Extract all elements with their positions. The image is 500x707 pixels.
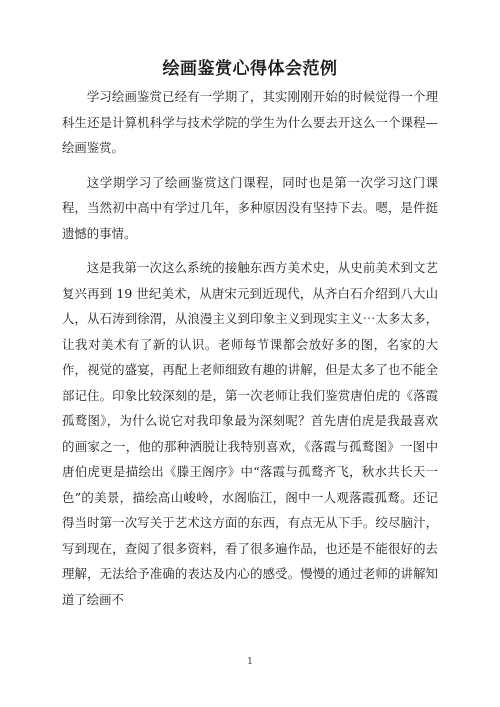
page-number: 1 bbox=[247, 657, 253, 667]
document-title: 绘画鉴赏心得体会范例 bbox=[162, 59, 338, 79]
paragraph-2: 这学期学习了绘画鉴赏这门课程，同时也是第一次学习这门课程，当然初中高中有学过几年，多种原因没有坚持下去。嗯，是件挺遗憾的事情。 bbox=[62, 174, 438, 241]
paragraph-3: 这是我第一次这么系统的接触东西方美术史，从史前美术到文艺复兴再到 19 世纪美术，从唐宋元到近现代，从齐白石介绍到八大山人，从石涛到徐渭，从浪漫主义到印象主义到现实主义⋯太多太多，让我对美术有了新的认识。老师每节课都会放好多的图，名家的大作，视觉的盛宴，再配上老师细致有趣的讲解，但是太多了也不能全部记住。印象比较深刻的是，第一次老师让我们鉴赏唐伯虎的《落霞孤鹜图》，为什么说它对我印象最为深刻呢？首先唐伯虎是我最喜欢的画家之一，他的那种洒脱让我特别喜欢，《落霞与孤鹜图》一图中唐伯虎更是描绘出《滕王阁序》中“落霞与孤鹜齐飞，秋水共长天一色”的美景，描绘高山峻岭，水阁临江，阁中一人观落霞孤鹜。还记得当时第一次写关于艺术这方面的东西，有点无从下手。绞尽脑汁，写到现在，查阅了很多资料，看了很多遍作品，也还是不能很好的去理解，无法给予准确的表达及内心的感受。慢慢的通过老师的讲解知道了绘画不 bbox=[62, 260, 438, 607]
paragraph-1: 学习绘画鉴赏已经有一学期了，其实刚刚开始的时候觉得一个理科生还是计算机科学与技术学院的学生为什么要去开这么一个课程—绘画鉴赏。 bbox=[62, 89, 438, 155]
